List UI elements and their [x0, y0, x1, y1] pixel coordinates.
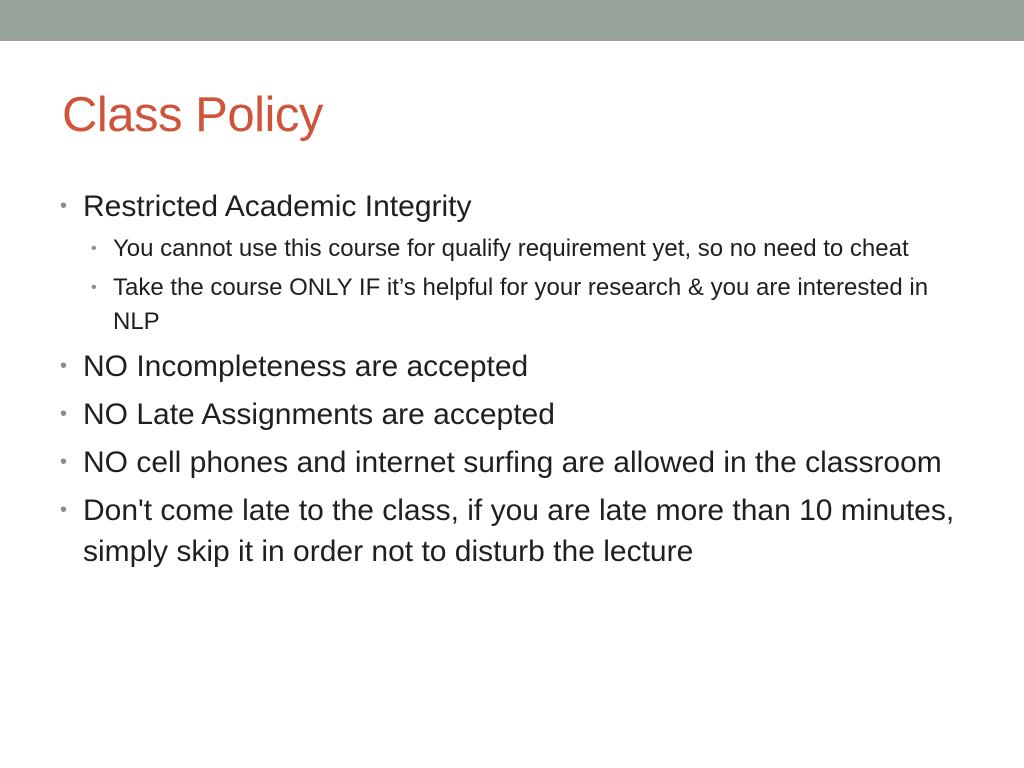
sub-bullet-item-qualify [83, 232, 953, 266]
top-accent-bar [0, 0, 1024, 41]
bullet-icon: • [60, 451, 68, 473]
sub-bullet-text: You cannot use this course for qualify requirement yet, so no need to cheat [113, 235, 909, 262]
bullet-list [60, 186, 960, 579]
sub-bullet-text: Take the course ONLY IF it’s helpful for your research & you are interested in NLP [113, 274, 929, 335]
bullet-item-late-assignments [60, 394, 960, 435]
bullet-icon: • [60, 403, 68, 425]
sub-bullet-item-research [83, 271, 953, 339]
sub-bullet-list [83, 232, 960, 339]
sub-bullet-icon: • [91, 279, 97, 296]
bullet-icon: • [60, 195, 68, 217]
slide-title: Class Policy [62, 88, 323, 142]
bullet-item-incompleteness [60, 346, 960, 387]
bullet-item-cell-phones [60, 442, 960, 483]
bullet-item-come-late [60, 490, 960, 572]
bullet-text: Don't come late to the class, if you are late more than 10 minutes, simply skip it in order not to disturb the lecture [83, 494, 955, 568]
bullet-text: Restricted Academic Integrity [83, 190, 472, 223]
bullet-text: NO Incompleteness are accepted [83, 350, 529, 383]
bullet-item-academic-integrity [60, 186, 960, 339]
bullet-text: NO Late Assignments are accepted [83, 398, 555, 431]
bullet-text: NO cell phones and internet surfing are allowed in the classroom [83, 446, 942, 479]
bullet-icon: • [60, 355, 68, 377]
bullet-icon: • [60, 499, 68, 521]
sub-bullet-icon: • [91, 240, 97, 257]
